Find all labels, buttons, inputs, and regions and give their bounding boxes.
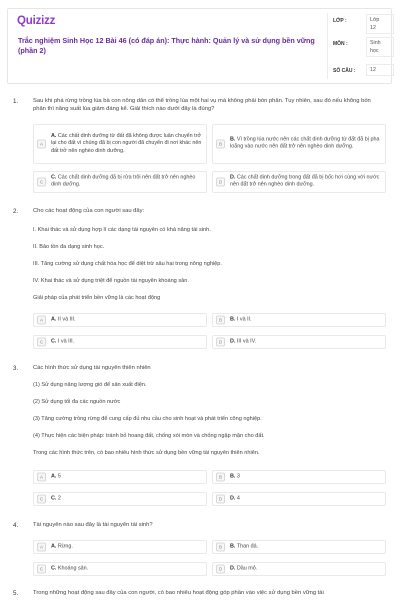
count-label: SỐ CÂU : — [333, 68, 356, 74]
quizizz-logo[interactable]: Quizizz — [17, 15, 56, 27]
question-text: Các hình thức sử dụng tài nguyên thiên nhiên — [33, 365, 151, 371]
option-c[interactable]: C C. 2 — [33, 492, 207, 506]
class-value: Lớp 12 — [366, 14, 394, 34]
option-c[interactable]: C C. I và III. — [33, 335, 207, 349]
question-number: 1. — [13, 98, 19, 105]
statement: (3) Tăng cường trồng rừng để cung cấp đủ nhu cầu cho sinh hoạt và phát triển công nghiệp. — [33, 416, 262, 422]
option-b[interactable]: B B. I và II. — [212, 313, 386, 327]
option-a[interactable]: A A. 5 — [33, 470, 207, 484]
count-value: 12 — [366, 64, 394, 76]
question-number: 2. — [13, 208, 19, 215]
worksheet-header — [7, 8, 392, 84]
question-number: 5. — [13, 590, 19, 597]
subject-label: MÔN : — [333, 41, 348, 47]
question-text: Sau khi phá rừng trồng lúa bà con nông dân có thể trồng lúa một hai vụ mà không phải bón phân. Tuy nhiên, sau đó nếu không bón phân thì năng suất lúa giảm đáng kể. Giải thích nào dưới đây là đúng? — [33, 98, 371, 113]
option-d[interactable]: D D. 4 — [212, 492, 386, 506]
option-c[interactable]: C C. Các chất dinh dưỡng đã bị rửa trôi nên đất trở nên nghèo dinh dưỡng. — [33, 171, 207, 193]
subject-value: Sinh học — [366, 37, 394, 57]
question-text: Trong những hoạt động sau đây của con người, có bao nhiêu hoạt động góp phần vào việc sử dụng bền vững tài — [33, 590, 324, 596]
option-badge: C — [37, 178, 46, 187]
statement: II. Bảo tồn đa dạng sinh học. — [33, 244, 105, 250]
option-b[interactable]: B B. 3 — [212, 470, 386, 484]
option-d[interactable]: D D. Các chất dinh dưỡng trong đất đã bị bốc hơi cùng với nước nên đất trở nên nghèo dinh dưỡng. — [212, 171, 386, 193]
option-a[interactable]: A A. Các chất dinh dưỡng từ đất đã không được luân chuyển trở lại cho đất vì chúng đã bị con người đã chuyển đi nơi khác nên đất trở nên nghèo dinh dưỡng. — [33, 124, 207, 164]
statement: III. Tăng cường sử dụng chất hóa học để diệt trừ sâu hại trong nông nghiệp. — [33, 261, 222, 267]
class-label: LỚP : — [333, 18, 347, 24]
statement: Giải pháp của phát triển bền vững là các hoạt động — [33, 295, 161, 301]
option-badge: A — [37, 140, 46, 149]
question-text: Cho các hoạt động của con người sau đây: — [33, 208, 145, 214]
statement: Trong các hình thức trên, có bao nhiêu hình thức sử dụng bền vững tài nguyên thiên nhiên. — [33, 450, 260, 456]
question-text: Tài nguyên nào sau đây là tài nguyên tái sinh? — [33, 522, 153, 528]
statement: (4) Thực hiện các biện pháp: tránh bỏ hoang đất, chống xói mòn và chống ngập mặn cho đất. — [33, 433, 265, 439]
option-a[interactable]: A A. Rừng. — [33, 540, 207, 554]
statement: (2) Sử dụng tối đa các nguồn nước — [33, 399, 121, 405]
meta-divider — [327, 13, 328, 79]
option-badge: D — [216, 178, 225, 187]
option-d[interactable]: D D. III và IV. — [212, 335, 386, 349]
statement: (1) Sử dụng năng lượng gió để sản xuất điện. — [33, 382, 147, 388]
statement: IV. Khai thác và sử dụng triệt để nguồn tài nguyên khoáng sản. — [33, 278, 189, 284]
option-d[interactable]: D D. Dầu mỏ. — [212, 562, 386, 576]
worksheet-title: Trắc nghiệm Sinh Học 12 Bài 46 (có đáp án): Thực hành: Quản lý và sử dụng bền vững (phần 2) — [18, 36, 315, 55]
option-a[interactable]: A A. II và III. — [33, 313, 207, 327]
statement: I. Khai thác và sử dụng hợp lí các dạng tài nguyên có khả năng tái sinh. — [33, 227, 211, 233]
option-badge: B — [216, 140, 225, 149]
option-b[interactable]: B B. Vì trồng lúa nước nên các chất dinh dưỡng từ đất đã bị pha loãng vào nước nên đất trở nên nghèo dinh dưỡng. — [212, 124, 386, 164]
question-number: 3. — [13, 365, 19, 372]
question-number: 4. — [13, 522, 19, 529]
option-b[interactable]: B B. Than đá. — [212, 540, 386, 554]
option-c[interactable]: C C. Khoáng sản. — [33, 562, 207, 576]
